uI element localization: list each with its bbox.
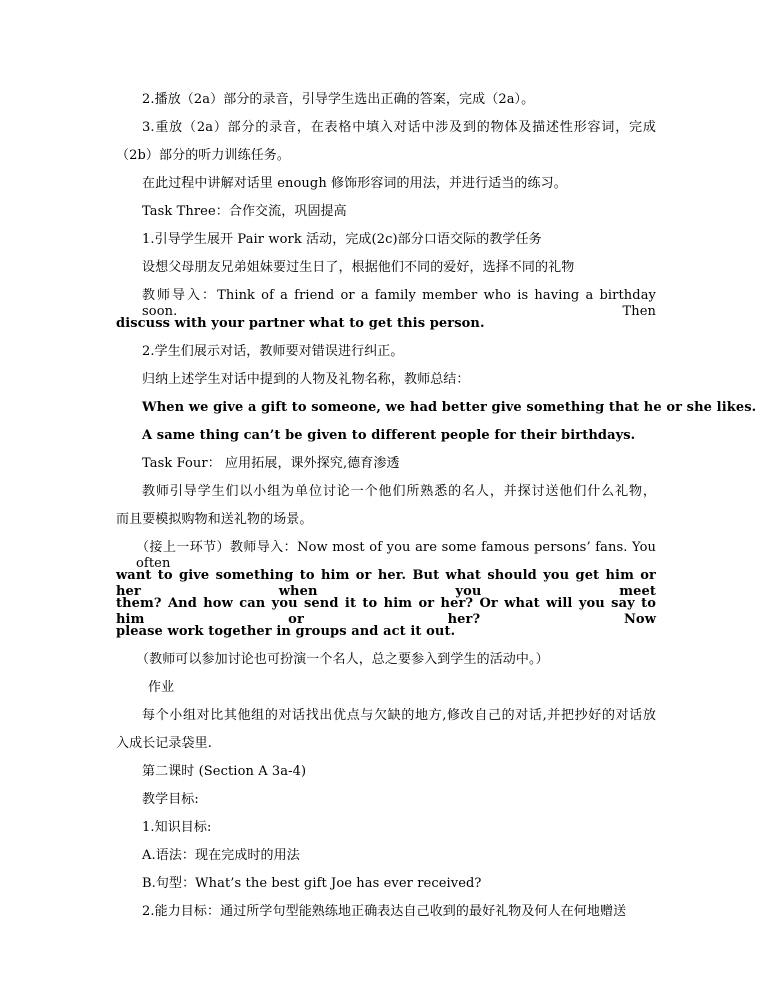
paragraph-line: 1.知识目标: <box>142 820 212 835</box>
paragraph-line: （2b）部分的听力训练任务。 <box>116 148 290 163</box>
section-heading: Task Three：合作交流，巩固提高 <box>142 204 347 219</box>
paragraph-line: B.句型：What’s the best gift Joe has ever received? <box>142 876 482 891</box>
paragraph-line: 3.重放（2a）部分的录音，在表格中填入对话中涉及到的物体及描述性形容词，完成 <box>142 120 656 135</box>
paragraph-line: （接上一环节）教师导入：Now most of you are some famous persons’ fans. You often <box>136 540 656 571</box>
paragraph-line: them? And how can you send it to him or her? Or what will you say to him or her? Now <box>116 596 656 627</box>
section-heading: Task Four： 应用拓展，课外探究,德育渗透 <box>142 456 400 471</box>
paragraph-line: 每个小组对比其他组的对话找出优点与欠缺的地方,修改自己的对话,并把抄好的对话放 <box>142 708 656 723</box>
paragraph-line: When we give a gift to someone, we had better give something that he or she likes. <box>142 400 757 415</box>
section-heading: 第二课时 (Section A 3a-4) <box>142 764 307 779</box>
section-heading: 教学目标: <box>142 792 199 807</box>
paragraph-line: A same thing can’t be given to different people for their birthdays. <box>142 428 636 443</box>
paragraph-line: 归纳上述学生对话中提到的人物及礼物名称，教师总结： <box>142 372 470 387</box>
paragraph-line: A.语法：现在完成时的用法 <box>142 848 300 863</box>
paragraph-line: 1.引导学生展开 Pair work 活动，完成(2c)部分口语交际的教学任务 <box>142 232 542 247</box>
paragraph-line: please work together in groups and act it out. <box>116 624 456 639</box>
paragraph-line: want to give something to him or her. But what should you get him or her when you meet <box>116 568 656 599</box>
paragraph-line: 2.学生们展示对话，教师要对错误进行纠正。 <box>142 344 404 359</box>
paragraph-line: 2.播放（2a）部分的录音，引导学生选出正确的答案，完成（2a）。 <box>142 92 535 107</box>
paragraph-line: 在此过程中讲解对话里 enough 修饰形容词的用法，并进行适当的练习。 <box>142 176 567 191</box>
section-heading: 作业 <box>148 680 175 695</box>
paragraph-line: （教师可以参加讨论也可扮演一个名人，总之要参入到学生的活动中。） <box>136 652 549 667</box>
paragraph-line: 教师引导学生们以小组为单位讨论一个他们所熟悉的名人，并探讨送他们什么礼物， <box>142 484 656 499</box>
paragraph-line: 2.能力目标：通过所学句型能熟练地正确表达自己收到的最好礼物及何人在何地赠送 <box>142 904 627 919</box>
paragraph-line: 设想父母朋友兄弟姐妹要过生日了，根据他们不同的爱好，选择不同的礼物 <box>142 260 575 275</box>
paragraph-line: 教师导入：Think of a friend or a family member who is having a birthday soon. Then <box>142 288 656 319</box>
paragraph-line: 入成长记录袋里. <box>116 736 212 751</box>
paragraph-line: 而且要模拟购物和送礼物的场景。 <box>116 512 313 527</box>
paragraph-line: discuss with your partner what to get this person. <box>116 316 485 331</box>
